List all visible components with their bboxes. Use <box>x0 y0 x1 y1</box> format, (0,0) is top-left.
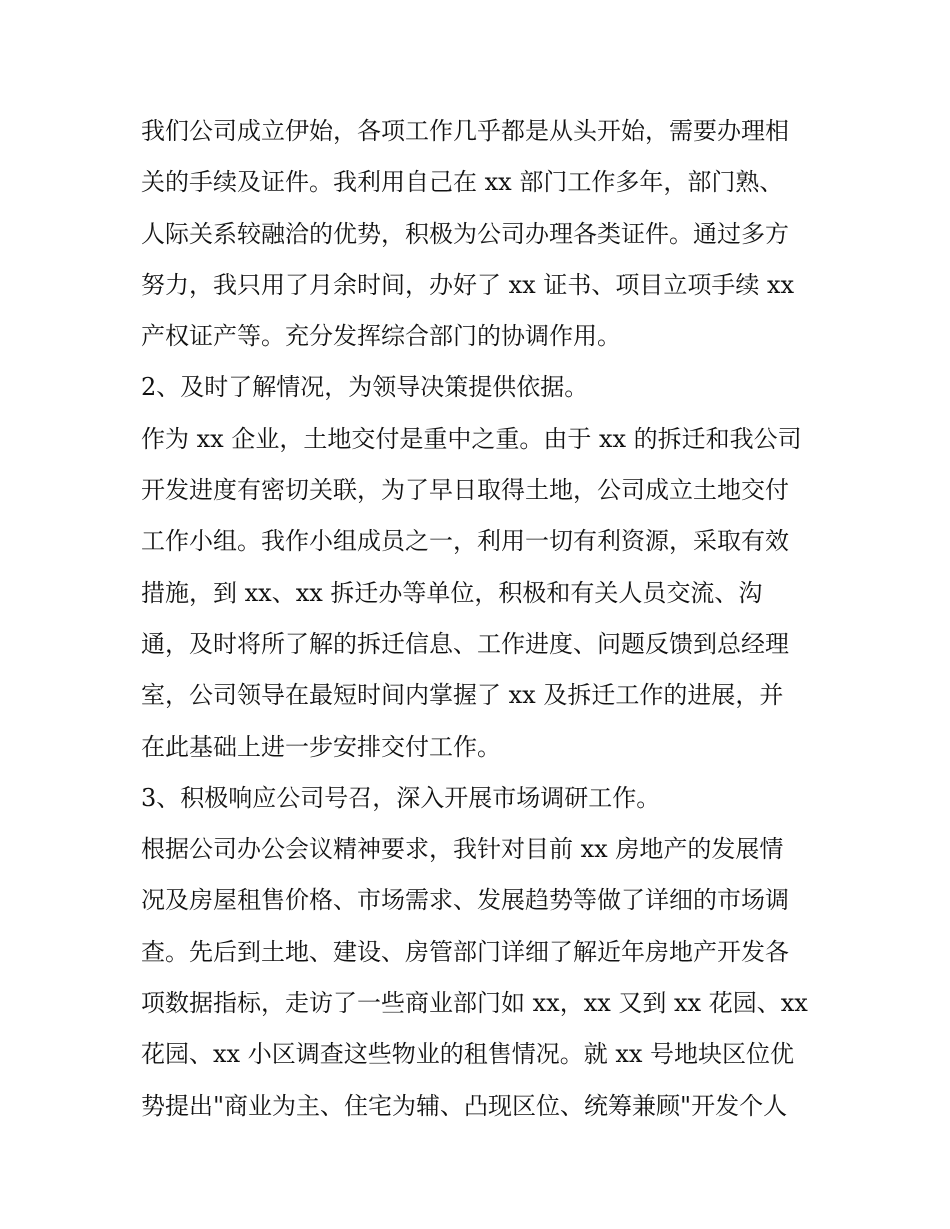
text-line: 工作小组。我作小组成员之一，利用一切有利资源，采取有效 <box>141 527 789 556</box>
section-heading: 2、及时了解情况，为领导决策提供依据。 <box>141 373 589 402</box>
text-line: 作为 xx 企业，土地交付是重中之重。由于 xx 的拆迁和我公司 <box>141 424 802 453</box>
text-line: 努力，我只用了月余时间，办好了 xx 证书、项目立项手续 xx <box>141 270 795 299</box>
text-line: 室，公司领导在最短时间内掌握了 xx 及拆迁工作的进展，并 <box>141 681 784 710</box>
text-line: 开发进度有密切关联，为了早日取得土地，公司成立土地交付 <box>141 476 789 505</box>
text-line: 花园、xx 小区调查这些物业的租售情况。就 xx 号地块区位优 <box>141 1040 795 1069</box>
text-line: 况及房屋租售价格、市场需求、发展趋势等做了详细的市场调 <box>141 886 789 915</box>
text-line: 根据公司办公会议精神要求，我针对目前 xx 房地产的发展情 <box>141 835 784 864</box>
text-line: 在此基础上进一步安排交付工作。 <box>141 732 501 761</box>
text-line: 我们公司成立伊始，各项工作几乎都是从头开始，需要办理相 <box>141 117 789 145</box>
text-line: 关的手续及证件。我利用自己在 xx 部门工作多年，部门熟、 <box>141 168 784 197</box>
text-line: 人际关系较融洽的优势，积极为公司办理各类证件。通过多方 <box>141 219 789 248</box>
text-line: 措施，到 xx、xx 拆迁办等单位，积极和有关人员交流、沟 <box>141 578 763 607</box>
text-line: 势提出"商业为主、住宅为辅、凸现区位、统筹兼顾"开发个人 <box>141 1091 788 1120</box>
text-line: 查。先后到土地、建设、房管部门详细了解近年房地产开发各 <box>141 937 789 966</box>
text-line: 通，及时将所了解的拆迁信息、工作进度、问题反馈到总经理 <box>141 629 789 658</box>
text-line: 项数据指标，走访了一些商业部门如 xx，xx 又到 xx 花园、xx <box>141 989 808 1018</box>
section-heading: 3、积极响应公司号召，深入开展市场调研工作。 <box>141 783 661 812</box>
text-line: 产权证产等。充分发挥综合部门的协调作用。 <box>141 322 621 351</box>
document-body <box>141 106 821 1132</box>
